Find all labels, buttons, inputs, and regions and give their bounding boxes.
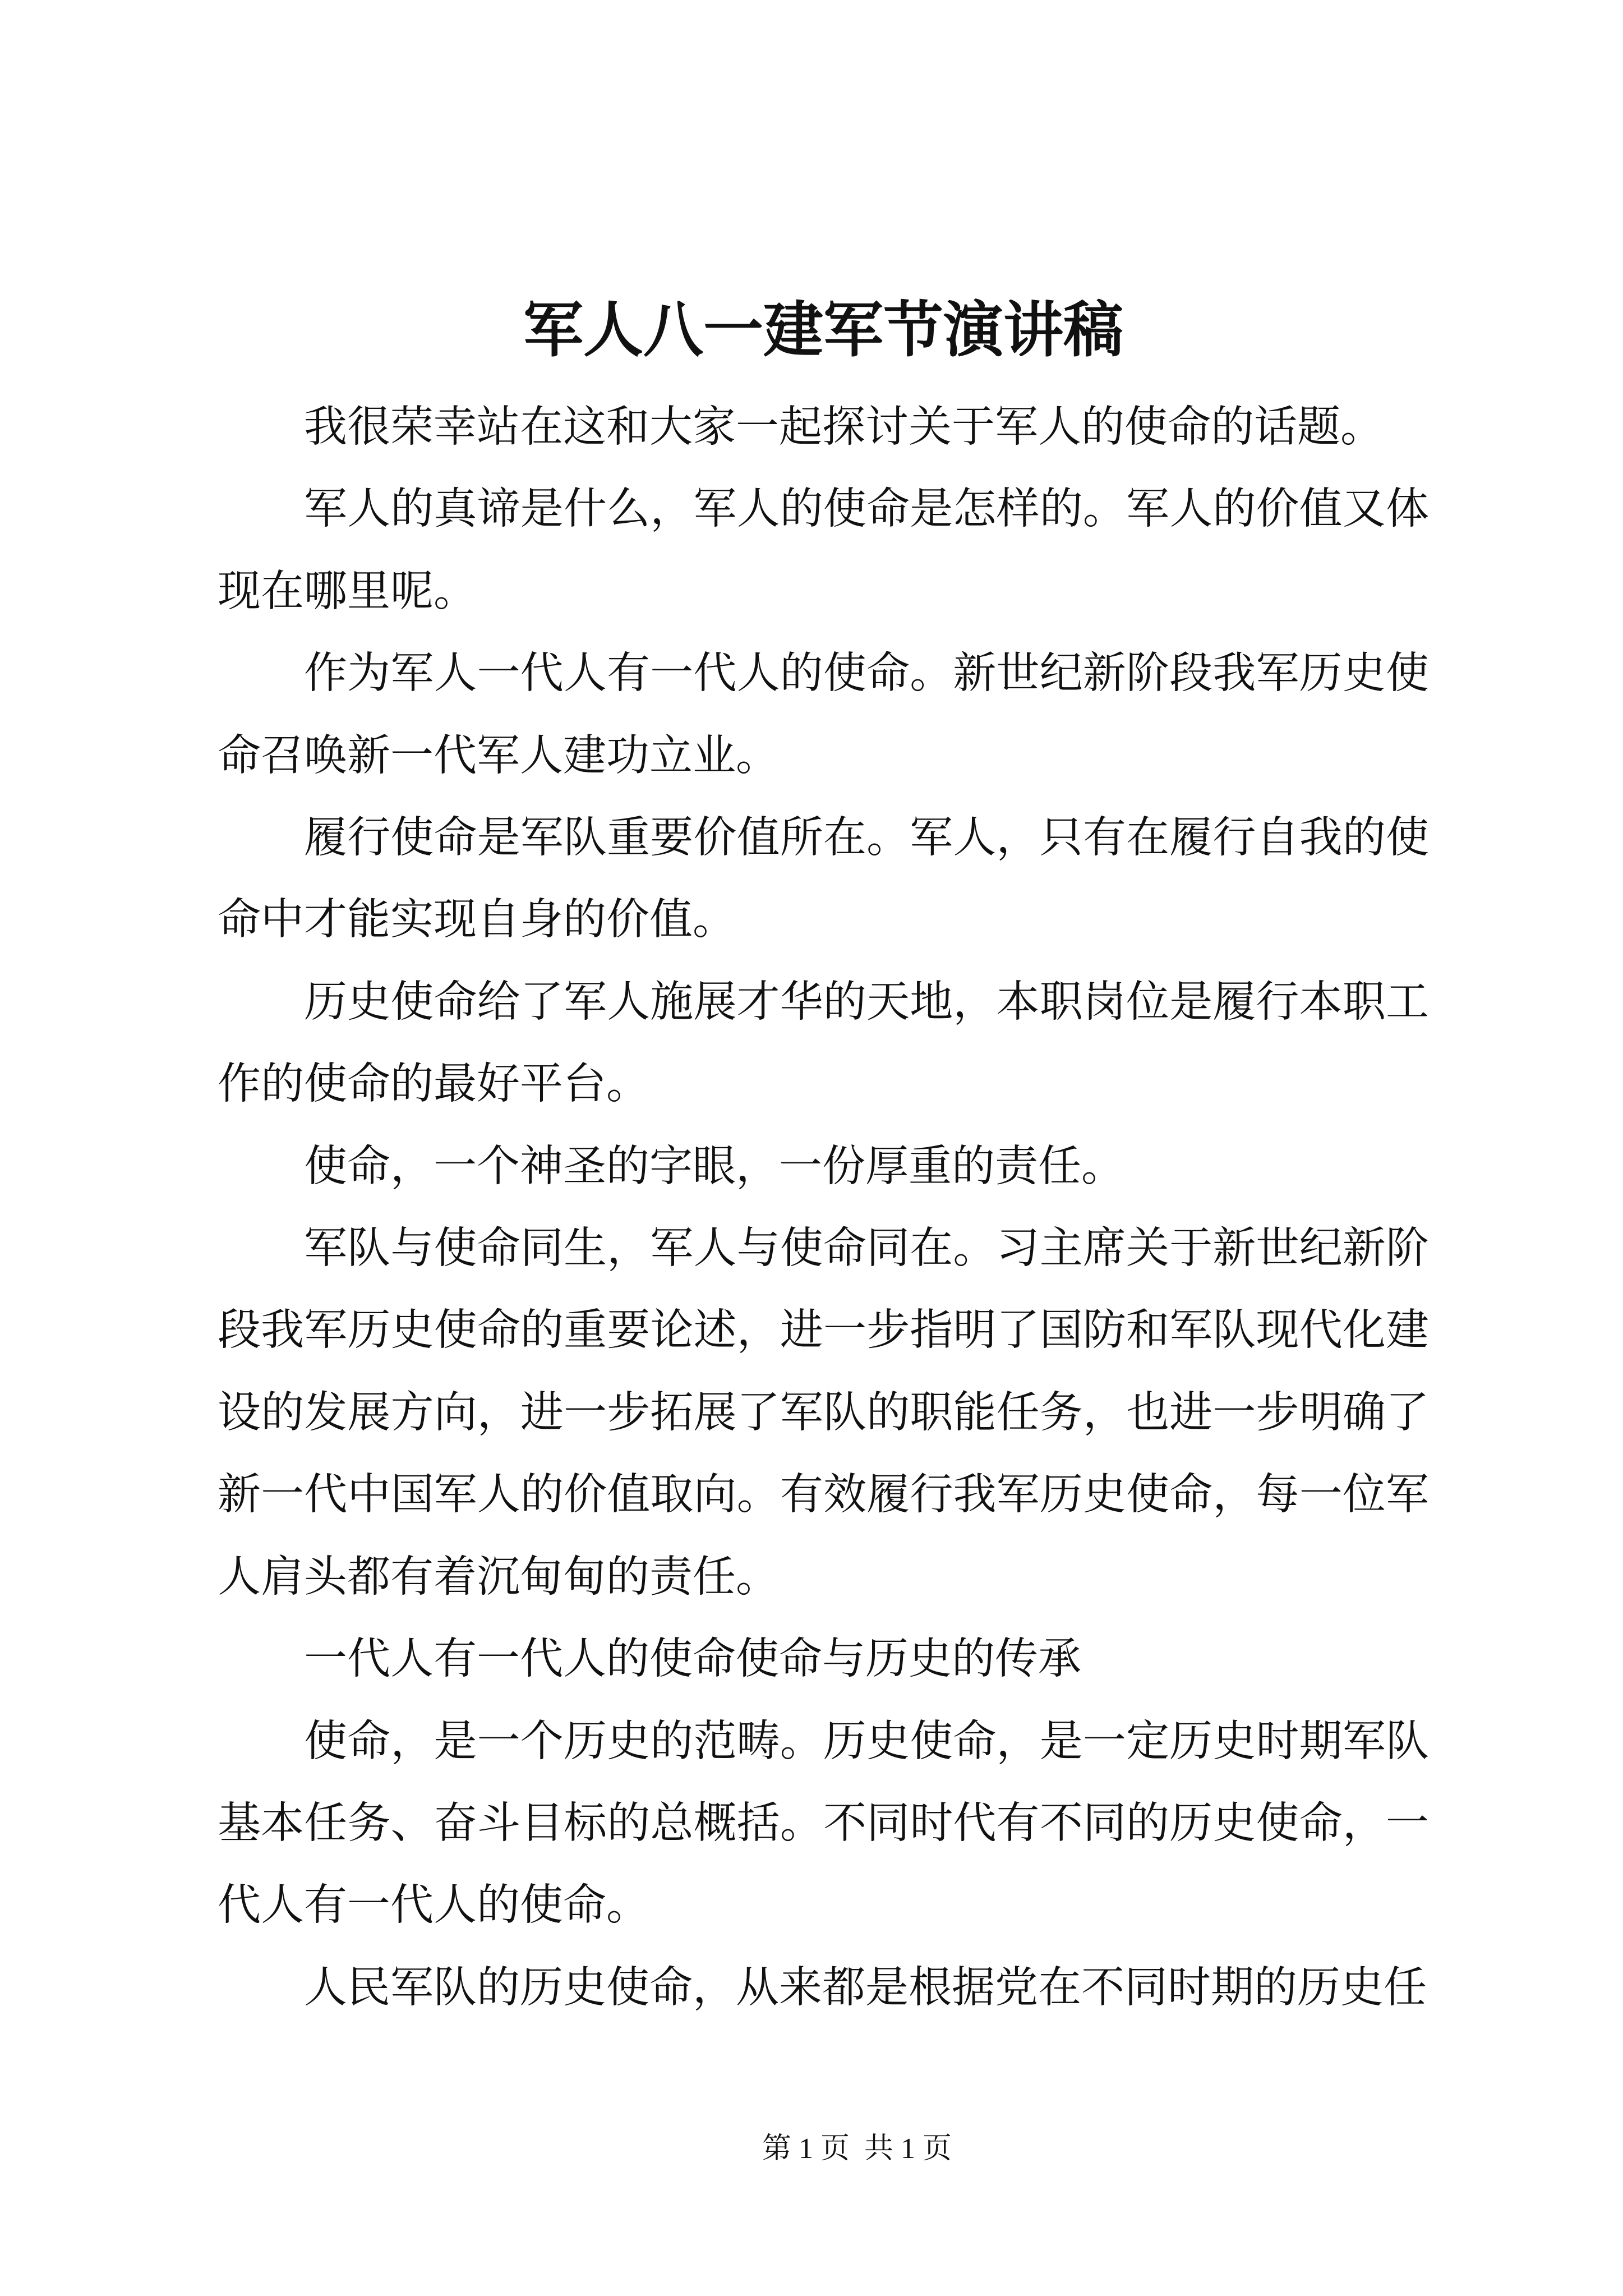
paragraph-8: 一代人有一代人的使命使命与历史的传承 xyxy=(304,1635,1081,1683)
document-title: 军人八一建军节演讲稿 xyxy=(523,298,1123,364)
paragraph-3: 作为军人一代人有一代人的使命。新世纪新阶段我军历史使命召唤新一代军人建功立业。 xyxy=(218,649,1429,780)
paragraph-7: 军队与使命同生，军人与使命同在。习主席关于新世纪新阶段我军历史使命的重要论述，进一步指明了国防和军队现代化建设的发展方向，进一步拓展了军队的职能任务，也进一步明确了新一代中国军人的价值取向。有效履行我军历史使命，每一位军人肩头都有着沉甸甸的责任。 xyxy=(218,1224,1429,1601)
paragraph-10: 人民军队的历史使命，从来都是根据党在不同时期的历史任 xyxy=(304,1963,1427,2012)
document-body xyxy=(218,386,1429,2028)
paragraph-5: 历史使命给了军人施展才华的天地，本职岗位是履行本职工作的使命的最好平台。 xyxy=(218,977,1429,1108)
page-number-footer: 第 1 页 共 1 页 xyxy=(762,2133,952,2165)
paragraph-9: 使命，是一个历史的范畴。历史使命，是一定历史时期军队基本任务、奋斗目标的总概括。不同时代有不同的历史使命，一代人有一代人的使命。 xyxy=(218,1717,1429,1930)
paragraph-2: 军人的真谛是什么，军人的使命是怎样的。军人的价值又体现在哪里呢。 xyxy=(218,485,1429,615)
paragraph-6: 使命，一个神圣的字眼，一份厚重的责任。 xyxy=(304,1142,1124,1190)
paragraph-1: 我很荣幸站在这和大家一起探讨关于军人的使命的话题。 xyxy=(304,403,1384,451)
paragraph-4: 履行使命是军队重要价值所在。军人，只有在履行自我的使命中才能实现自身的价值。 xyxy=(218,813,1429,944)
